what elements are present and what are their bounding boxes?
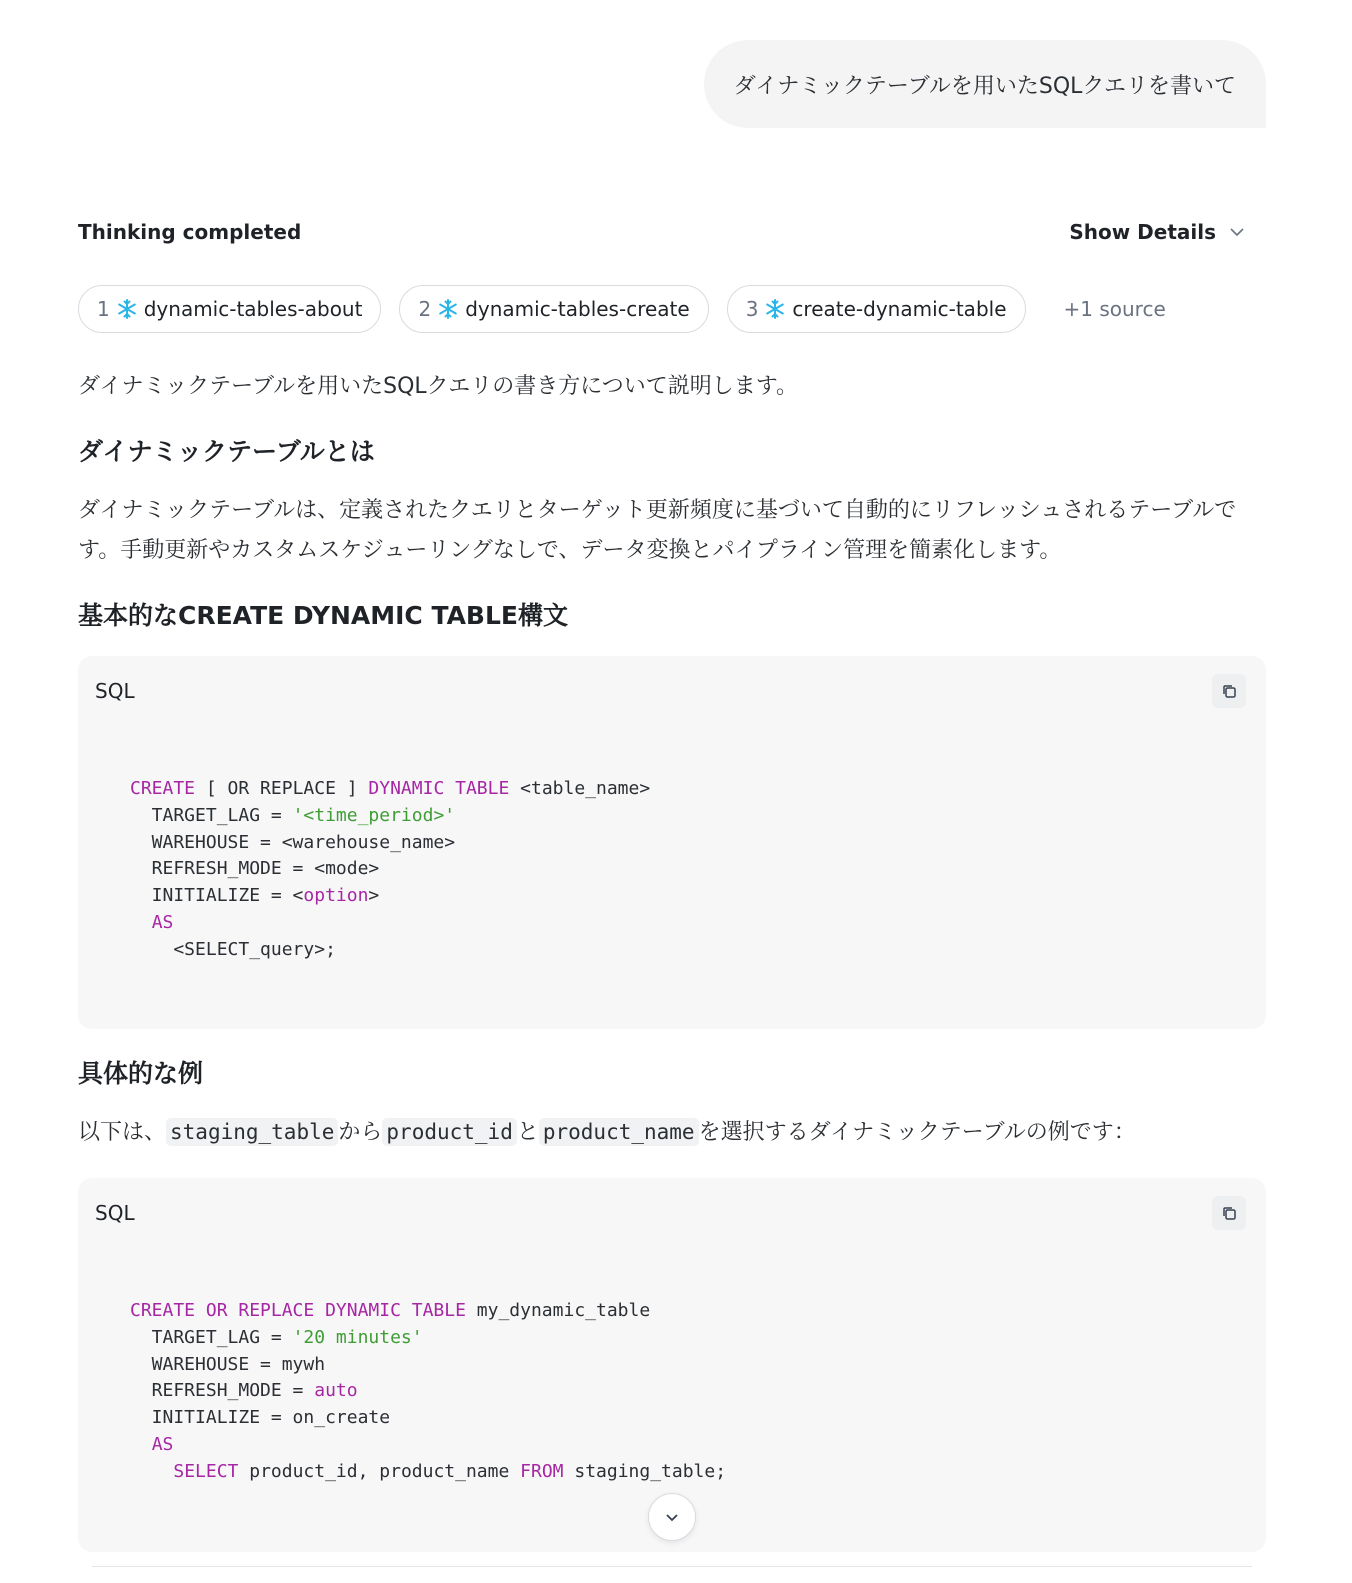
section-heading-example: 具体的な例: [78, 1059, 204, 1088]
copy-icon: [1221, 683, 1238, 700]
code-text: INITIALIZE = on_create: [151, 1407, 391, 1429]
code-text: [ OR REPLACE ]: [195, 778, 369, 799]
code-text: <SELECT_query>;: [173, 938, 336, 960]
divider: [92, 1566, 1252, 1567]
code-text: WAREHOUSE = <warehouse_name> REFRESH_MODE = <mode> INITIALIZE = <: [151, 831, 456, 907]
show-details-label: Show Details: [1069, 220, 1216, 244]
sql-keyword: option: [303, 885, 369, 907]
code-content-example: [78, 1298, 1266, 1486]
source-label: create-dynamic-table: [792, 297, 1007, 321]
snowflake-icon: [116, 298, 138, 320]
source-list: [78, 285, 1166, 333]
text-fragment: と: [516, 1120, 539, 1145]
source-number: 1: [97, 297, 110, 321]
example-paragraph: [78, 1112, 1268, 1153]
code-block-syntax: [78, 656, 1266, 1029]
sql-keyword: CREATE: [130, 778, 196, 799]
user-message-bubble: [704, 40, 1266, 128]
source-pill-2[interactable]: [399, 285, 708, 333]
sql-keyword: DYNAMIC TABLE: [368, 778, 510, 799]
chevron-down-icon: [1228, 223, 1246, 241]
code-text: <table_name> TARGET_LAG =: [151, 778, 651, 826]
text-fragment: から: [338, 1120, 383, 1145]
scroll-down-button[interactable]: [648, 1493, 696, 1541]
inline-code: product_name: [539, 1118, 699, 1146]
code-text: >: [368, 885, 380, 907]
source-number: 3: [745, 297, 759, 321]
copy-code-button[interactable]: [1212, 1196, 1246, 1230]
show-details-button[interactable]: [1069, 220, 1266, 244]
thinking-status: Thinking completed: [78, 220, 302, 244]
source-label: dynamic-tables-create: [465, 297, 690, 321]
sql-keyword: CREATE OR REPLACE DYNAMIC TABLE: [130, 1300, 466, 1321]
code-text: WAREHOUSE = mywh REFRESH_MODE =: [151, 1353, 326, 1402]
source-label: dynamic-tables-about: [143, 297, 363, 321]
user-message-text: ダイナミックテーブルを用いたSQLクエリを書いて: [733, 73, 1236, 99]
intro-paragraph: ダイナミックテーブルを用いたSQLクエリの書き方について説明します。: [78, 374, 799, 399]
code-text: [130, 1461, 173, 1482]
inline-code: staging_table: [166, 1118, 338, 1146]
inline-code: product_id: [382, 1118, 516, 1146]
thinking-row: [78, 216, 1266, 248]
source-number: 2: [418, 297, 432, 321]
about-paragraph: ダイナミックテーブルは、定義されたクエリとターゲット更新頻度に基づいて自動的にリフレッシュされるテーブルです。手動更新やカスタムスケジューリングなしで、データ変換とパイプライン管理を簡素化します。: [78, 498, 1237, 563]
sql-keyword: FROM: [520, 1460, 564, 1482]
snowflake-icon: [764, 298, 786, 320]
text-fragment: を選択するダイナミックテーブルの例です：: [698, 1120, 1136, 1145]
code-content-syntax: [78, 776, 1266, 964]
sql-keyword: AS: [151, 1433, 174, 1455]
code-language-label: SQL: [95, 679, 135, 703]
code-language-label: SQL: [95, 1201, 135, 1225]
code-text: product_id, product_name: [238, 1460, 521, 1482]
sql-keyword: auto: [314, 1380, 358, 1402]
code-header: [78, 1178, 1266, 1248]
text-fragment: 以下は、: [78, 1120, 167, 1145]
section-heading-about: ダイナミックテーブルとは: [78, 437, 375, 466]
chevron-down-icon: [663, 1508, 681, 1526]
sql-string: '<time_period>': [292, 804, 456, 826]
sql-keyword: AS: [151, 911, 174, 933]
copy-code-button[interactable]: [1212, 674, 1246, 708]
sql-keyword: SELECT: [173, 1460, 239, 1482]
section-heading-syntax: 基本的なCREATE DYNAMIC TABLE構文: [78, 601, 568, 630]
sql-string: '20 minutes': [292, 1326, 423, 1348]
copy-icon: [1221, 1205, 1238, 1222]
code-text: staging_table;: [563, 1460, 727, 1482]
source-pill-3[interactable]: [727, 285, 1026, 333]
code-header: [78, 656, 1266, 726]
more-sources-link[interactable]: +1 source: [1063, 297, 1166, 321]
code-text: my_dynamic_table TARGET_LAG =: [151, 1300, 651, 1348]
source-pill-1[interactable]: [78, 285, 381, 333]
snowflake-icon: [437, 298, 459, 320]
